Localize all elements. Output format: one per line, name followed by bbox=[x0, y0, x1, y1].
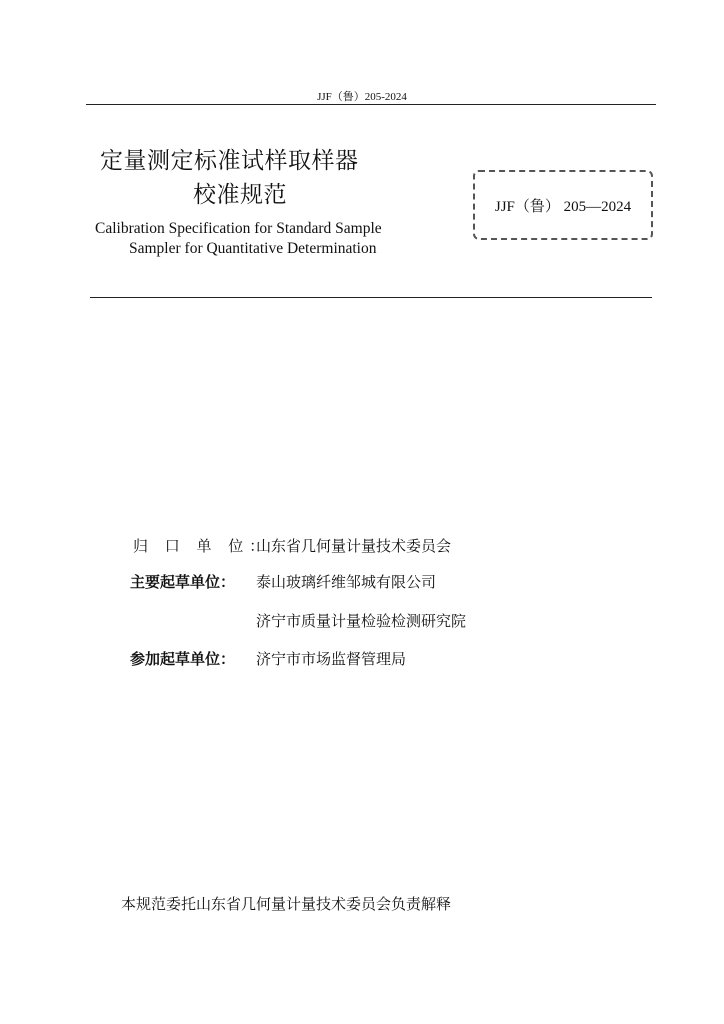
header-code: JJF（鲁）205-2024 bbox=[317, 91, 407, 103]
title-english-line1: Calibration Specification for Standard Sample bbox=[95, 220, 382, 237]
title-divider bbox=[90, 297, 652, 298]
centralized-unit-value: 山东省几何量计量技术委员会 bbox=[256, 537, 452, 555]
spec-code: JJF（鲁） 205—2024 bbox=[494, 198, 632, 215]
title-chinese-line1: 定量测定标准试样取样器 bbox=[100, 148, 359, 174]
centralized-unit-label: 归 口 单 位： bbox=[133, 537, 271, 555]
participating-unit-label: 参加起草单位： bbox=[130, 650, 236, 668]
interpretation-note: 本规范委托山东省几何量计量技术委员会负责解释 bbox=[121, 895, 452, 913]
title-chinese-line2: 校准规范 bbox=[193, 182, 287, 208]
main-drafting-unit-value-1: 泰山玻璃纤维邹城有限公司 bbox=[256, 573, 437, 591]
title-english-line2: Sampler for Quantitative Determination bbox=[129, 240, 377, 257]
spec-code-box bbox=[473, 170, 653, 240]
main-drafting-unit-label: 主要起草单位： bbox=[130, 573, 236, 591]
header-divider bbox=[86, 104, 656, 105]
participating-unit-value: 济宁市市场监督管理局 bbox=[256, 650, 407, 668]
main-drafting-unit-value-2: 济宁市质量计量检验检测研究院 bbox=[256, 612, 467, 630]
